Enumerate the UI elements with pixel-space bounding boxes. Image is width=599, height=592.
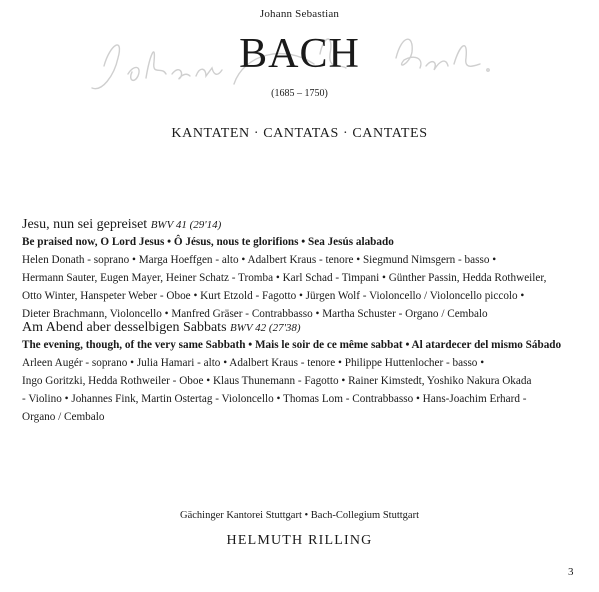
performer-line: Otto Winter, Hanspeter Weber - Oboe • Kurt Etzold - Fagotto • Jürgen Wolf - Violoncello / Violoncello piccolo • xyxy=(22,290,525,302)
work-translations: The evening, though, of the very same Sabbath • Mais le soir de ce même sabbat • Al atardecer del mismo Sábado xyxy=(22,339,562,351)
performer-line: Arleen Augér - soprano • Julia Hamari - alto • Adalbert Kraus - tenore • Philippe Huttenlocher - basso • xyxy=(22,357,485,369)
work-performers xyxy=(22,251,582,323)
performer-line: Organo / Cembalo xyxy=(22,411,105,423)
collection-subtitle: KANTATEN · CANTATAS · CANTATES xyxy=(171,126,428,141)
ensembles: Gächinger Kantorei Stuttgart • Bach-Collegium Stuttgart xyxy=(180,510,419,521)
conductor: HELMUTH RILLING xyxy=(226,533,373,548)
work-entry-bwv41 xyxy=(22,217,582,323)
performer-line: Dieter Brachmann, Violoncello • Manfred Gräser - Contrabbasso • Martha Schuster - Organo / Cembalo xyxy=(22,308,488,320)
work-entry-bwv42 xyxy=(22,320,582,426)
work-title-line xyxy=(22,217,582,233)
work-performers xyxy=(22,354,582,426)
work-title-line xyxy=(22,320,582,336)
performer-line: Hermann Sauter, Eugen Mayer, Heiner Schatz - Tromba • Karl Schad - Timpani • Günther Passin, Hedda Rothweiler, xyxy=(22,272,547,284)
page-number: 3 xyxy=(568,566,574,578)
performer-line: Helen Donath - soprano • Marga Hoeffgen - alto • Adalbert Kraus - tenore • Siegmund Nimsgern - basso • xyxy=(22,254,497,266)
composer-first-name: Johann Sebastian xyxy=(259,8,340,20)
composer-last-name: BACH xyxy=(239,31,360,77)
performer-line: - Violino • Johannes Fink, Martin Ostertag - Violoncello • Thomas Lom - Contrabbasso • Hans-Joachim Erhard - xyxy=(22,393,527,405)
work-bwv: BWV 41 (29'14) xyxy=(150,219,222,231)
work-title: Am Abend aber desselbigen Sabbats xyxy=(22,320,227,335)
work-translations: Be praised now, O Lord Jesus • Ô Jésus, nous te glorifions • Sea Jesús alabado xyxy=(22,236,394,248)
work-bwv: BWV 42 (27'38) xyxy=(230,322,301,334)
composer-dates: (1685 – 1750) xyxy=(271,88,328,99)
work-title: Jesu, nun sei gepreiset xyxy=(22,217,148,232)
performer-line: Ingo Goritzki, Hedda Rothweiler - Oboe • Klaus Thunemann - Fagotto • Rainer Kimstedt, Yoshiko Nakura Okada xyxy=(22,375,532,387)
